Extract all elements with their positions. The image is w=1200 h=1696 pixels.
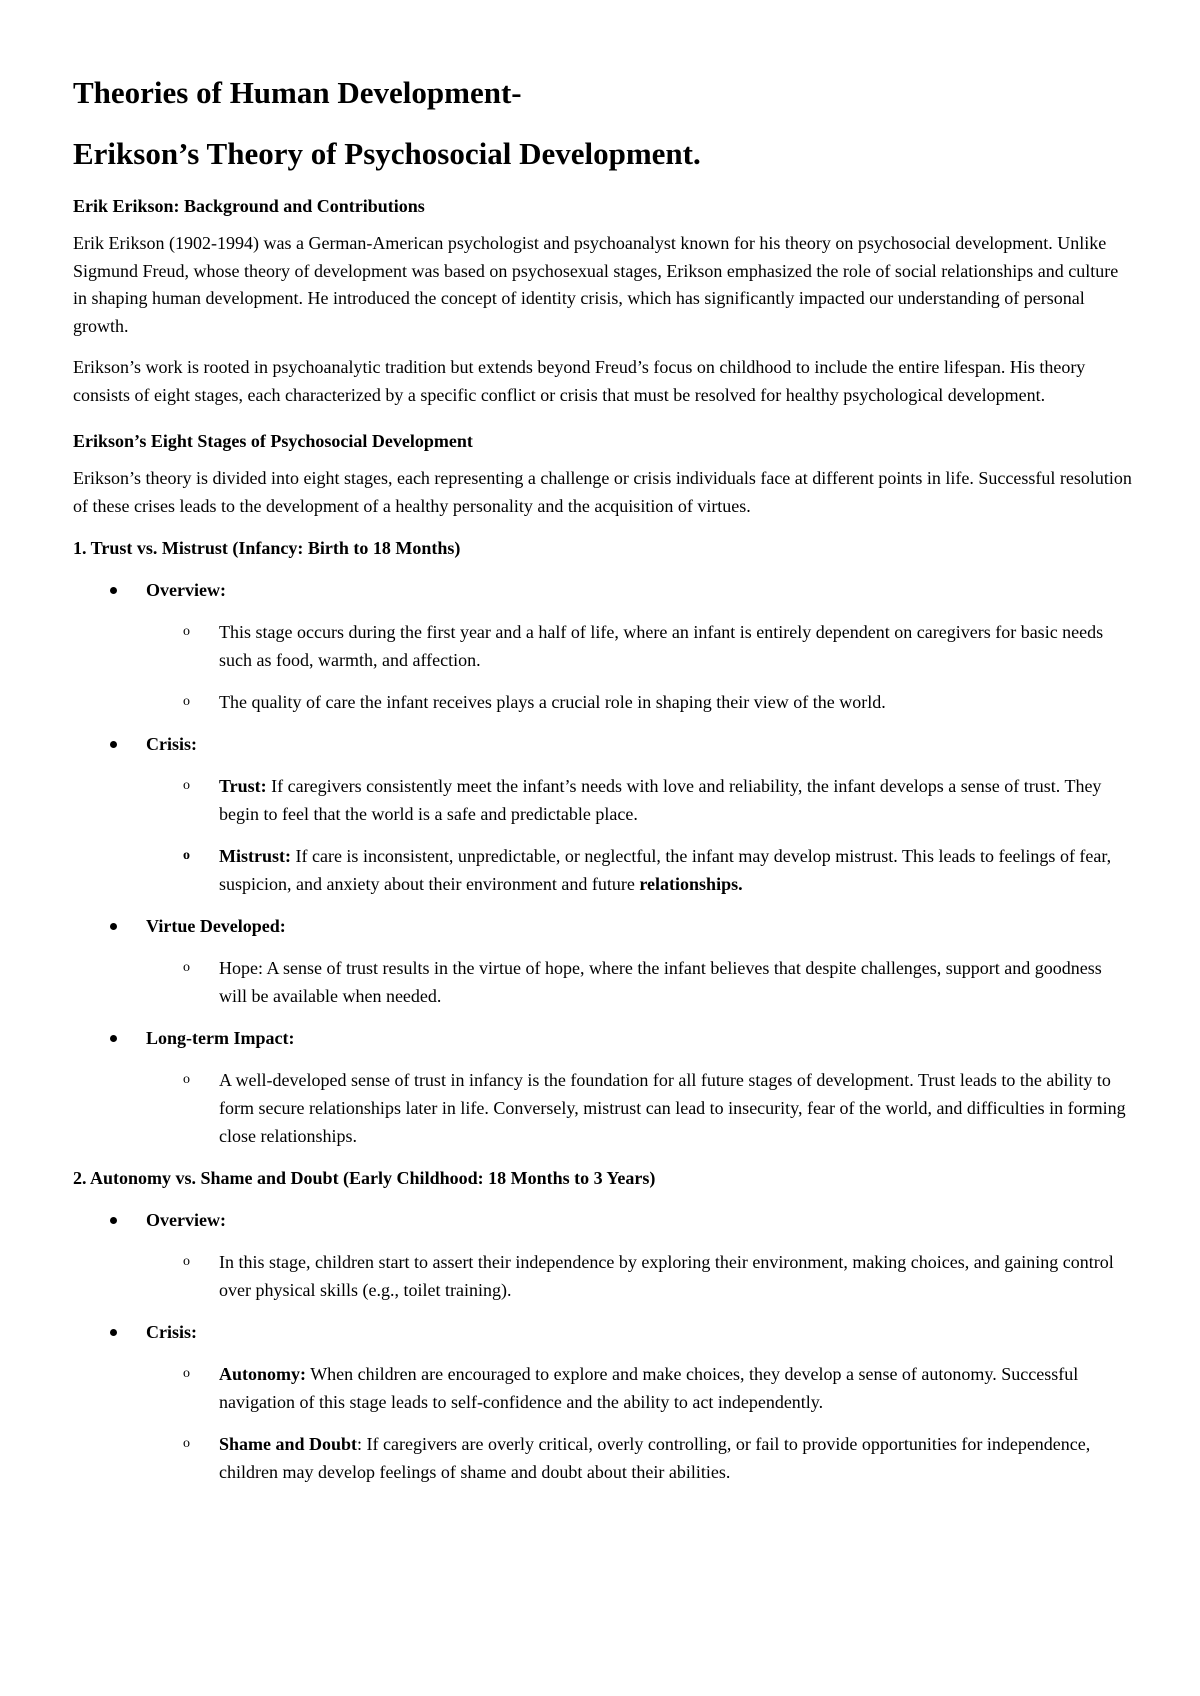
virtue-label: Virtue Developed:	[146, 916, 286, 936]
list-item	[73, 1025, 1133, 1150]
list-item	[73, 1207, 1133, 1304]
list-item	[73, 913, 1133, 1010]
stage-1-heading: 1. Trust vs. Mistrust (Infancy: Birth to 18 Months)	[73, 538, 461, 558]
list-item-text: A well-developed sense of trust in infancy is the foundation for all future stages of development. Trust leads to the ability to form secure relationships later in life. Conversely, mistrust can lead to insecurity, fear of the world, and difficulties in forming close relationships.	[219, 1070, 1126, 1146]
sub-list	[146, 954, 1133, 1010]
list-item-text: Hope: A sense of trust results in the virtue of hope, where the infant believes that despite challenges, support and goodness will be available when needed.	[219, 958, 1102, 1006]
bullet-icon	[110, 1217, 117, 1224]
document-title: Theories of Human Development-	[73, 75, 522, 110]
stage-2-heading: 2. Autonomy vs. Shame and Doubt (Early Childhood: 18 Months to 3 Years)	[73, 1168, 656, 1188]
list-item	[146, 1430, 1133, 1486]
circle-bullet-icon: o	[183, 624, 190, 639]
bullet-icon	[110, 1329, 117, 1336]
list-item-text: When children are encouraged to explore and make choices, they develop a sense of autonomy. Successful navigation of this stage leads to self-confidence and the ability to act independently.	[219, 1364, 1079, 1412]
sub-list	[146, 1360, 1133, 1486]
stages-paragraph: Erikson’s theory is divided into eight stages, each representing a challenge or crisis individuals face at different points in life. Successful resolution of these crises leads to the development of a healthy personality and the acquisition of virtues.	[73, 468, 1132, 516]
circle-bullet-icon: o	[183, 1436, 190, 1451]
overview-label: Overview:	[146, 1210, 226, 1230]
document-subtitle: Erikson’s Theory of Psychosocial Development.	[73, 136, 701, 171]
list-item-text: The quality of care the infant receives plays a crucial role in shaping their view of the world.	[219, 692, 886, 712]
circle-bullet-icon: o	[183, 848, 190, 863]
list-item-text: If care is inconsistent, unpredictable, or neglectful, the infant may develop mistrust. This leads to feelings of fear, suspicion, and anxiety about their environment and future	[219, 846, 1112, 894]
stages-heading: Erikson’s Eight Stages of Psychosocial Development	[73, 431, 473, 451]
circle-bullet-icon: o	[183, 778, 190, 793]
list-item	[146, 842, 1133, 898]
sub-list	[146, 1066, 1133, 1150]
list-item	[146, 688, 1133, 716]
list-item	[146, 1066, 1133, 1150]
bullet-icon	[110, 1035, 117, 1042]
list-item	[73, 731, 1133, 898]
term-mistrust: Mistrust:	[219, 846, 291, 866]
list-item	[146, 1360, 1133, 1416]
stage-2-list	[73, 1207, 1133, 1486]
background-paragraph-2: Erikson’s work is rooted in psychoanalytic tradition but extends beyond Freud’s focus on childhood to include the entire lifespan. His theory consists of eight stages, each characterized by a specific conflict or crisis that must be resolved for healthy psychological development.	[73, 357, 1086, 405]
term-shame-doubt: Shame and Doubt	[219, 1434, 358, 1454]
circle-bullet-icon: o	[183, 694, 190, 709]
document-content	[73, 73, 1133, 1486]
background-paragraph-1: Erik Erikson (1902-1994) was a German-American psychologist and psychoanalyst known for his theory on psychosocial development. Unlike Sigmund Freud, whose theory of development was based on psychosexual stages, Erikson emphasized the role of social relationships and culture in shaping human development. He introduced the concept of identity crisis, which has significantly impacted our understanding of personal growth.	[73, 233, 1119, 336]
list-item	[146, 772, 1133, 828]
list-item-text: If caregivers consistently meet the infant’s needs with love and reliability, the infant develops a sense of trust. They begin to feel that the world is a safe and predictable place.	[219, 776, 1102, 824]
impact-label: Long-term Impact:	[146, 1028, 295, 1048]
list-item	[146, 618, 1133, 674]
list-item	[146, 1248, 1133, 1304]
term-autonomy: Autonomy:	[219, 1364, 307, 1384]
circle-bullet-icon: o	[183, 1366, 190, 1381]
bullet-icon	[110, 923, 117, 930]
list-item-text: This stage occurs during the first year and a half of life, where an infant is entirely dependent on caregivers for basic needs such as food, warmth, and affection.	[219, 622, 1104, 670]
circle-bullet-icon: o	[183, 1254, 190, 1269]
list-item	[146, 954, 1133, 1010]
sub-list	[146, 1248, 1133, 1304]
list-item-text: : If caregivers are overly critical, overly controlling, or fail to provide opportunities for independence, children may develop feelings of shame and doubt about their abilities.	[219, 1434, 1091, 1482]
sub-list	[146, 618, 1133, 716]
sub-list	[146, 772, 1133, 898]
list-item-text: In this stage, children start to assert their independence by exploring their environment, making choices, and gaining control over physical skills (e.g., toilet training).	[219, 1252, 1114, 1300]
background-heading: Erik Erikson: Background and Contributions	[73, 196, 425, 216]
bullet-icon	[110, 587, 117, 594]
bold-relationships: relationships.	[639, 874, 743, 894]
stage-1-list	[73, 577, 1133, 1150]
crisis-label: Crisis:	[146, 734, 197, 754]
circle-bullet-icon: o	[183, 960, 190, 975]
list-item	[73, 1319, 1133, 1486]
list-item	[73, 577, 1133, 716]
circle-bullet-icon: o	[183, 1072, 190, 1087]
bullet-icon	[110, 741, 117, 748]
crisis-label: Crisis:	[146, 1322, 197, 1342]
overview-label: Overview:	[146, 580, 226, 600]
term-trust: Trust:	[219, 776, 267, 796]
